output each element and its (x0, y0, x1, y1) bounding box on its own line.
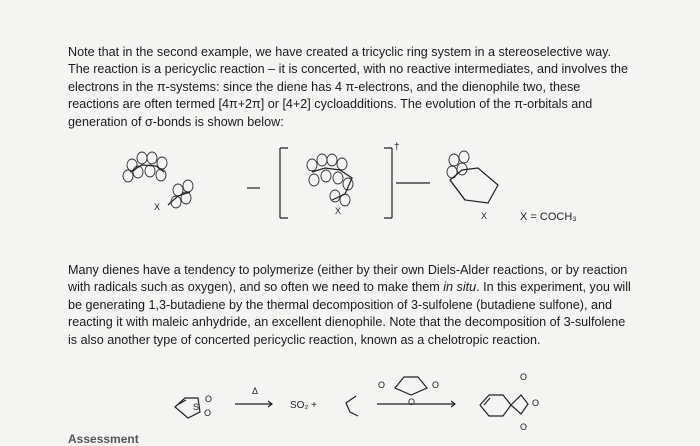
heat-arrow (235, 386, 272, 407)
oxygen-atom: O (378, 380, 386, 390)
heat-symbol: Δ (252, 386, 259, 396)
procedure-paragraph (68, 262, 634, 349)
maleic-anhydride-arrow (377, 377, 455, 407)
product-orbitals (447, 151, 577, 223)
oxygen-atom: O (205, 394, 213, 404)
oxygen-atom: O (532, 398, 540, 408)
transition-state (247, 142, 430, 218)
oxygen-atom: O (432, 380, 440, 390)
assessment-heading (68, 432, 139, 446)
diene-orbitals (123, 152, 167, 182)
procedure-text-1: Many dienes have a tendency to polymerize (either by their own Diels-Alder reactions, or by reaction with radicals such as oxygen), and so often we need to make them (68, 263, 628, 295)
oxygen-atom: O (408, 397, 416, 407)
oxygen-atom: O (520, 422, 528, 432)
sulfur-atom: S (193, 402, 200, 412)
sulfolene-structure (175, 394, 212, 418)
procedure-text-2: . In this experiment, you will be generating 1,3-butadiene by the thermal decomposition of 3-sulfolene (butadiene sulfone), and reacting it with maleic anhydride, an excellent dienophile. Note that the decomposition of 3-sulfolene is also another type of concerted pericyclic reaction, known as a chelotropic reaction. (68, 280, 631, 347)
x-definition: X = COCH₃ (520, 211, 577, 223)
dienophile-orbitals (154, 180, 193, 212)
so2-product-label: SO₂ + (290, 400, 317, 411)
x-substituent-label-product: X (481, 211, 488, 221)
butadiene-structure (346, 396, 358, 416)
oxygen-atom: O (520, 372, 528, 382)
assessment-heading-text: Assessment (68, 432, 139, 446)
in-situ-term: in situ (443, 280, 477, 295)
x-substituent-label-ts: X (335, 206, 342, 216)
cycloadduct-structure (480, 372, 539, 432)
intro-text: Note that in the second example, we have created a tricyclic ring system in a stereoselective way. The reaction is a pericyclic reaction – it is concerted, with no reactive intermediates, and involves the electrons in the π-systems: since the diene has 4 π-electrons, and the dienophile two, these reactions are often termed [4π+2π] or [4+2] cycloadditions. The evolution of the π-orbitals and generation of σ-bonds is shown below: (68, 45, 628, 129)
transition-state-dagger: † (394, 142, 400, 153)
x-substituent-label: X (154, 202, 161, 212)
oxygen-atom: O (204, 408, 212, 418)
